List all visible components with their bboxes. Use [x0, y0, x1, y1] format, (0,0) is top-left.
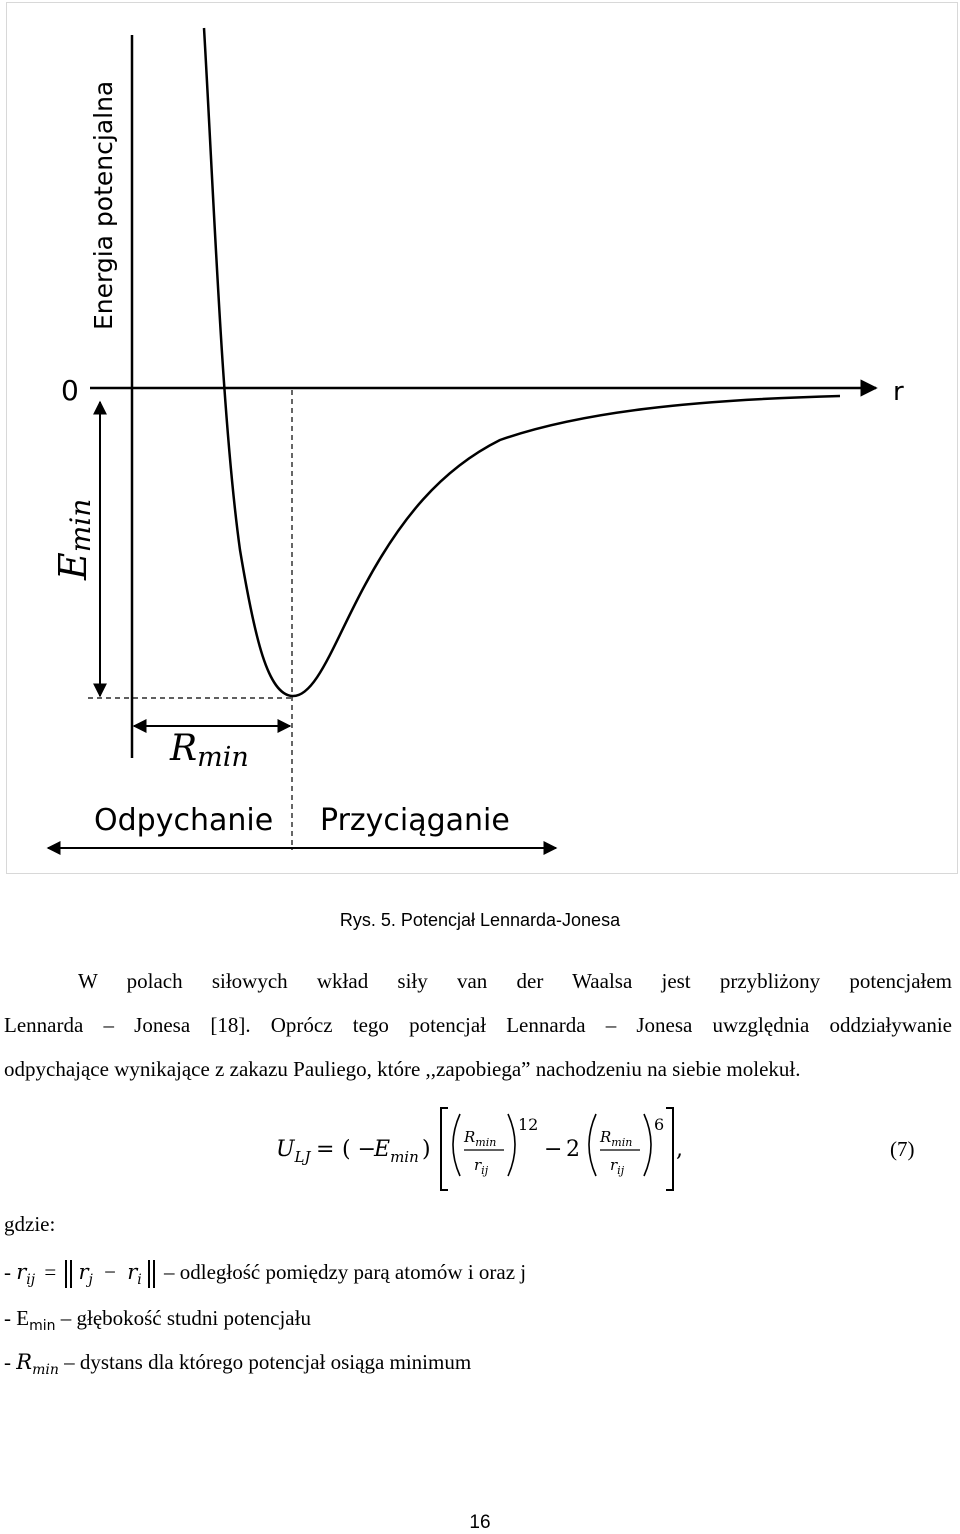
x-axis-label: r — [893, 377, 904, 407]
y-axis-label: Energia potencjalna — [89, 80, 118, 330]
svg-text:rij: $r_{ij}$ — [474, 1156, 489, 1177]
paragraph-line-3: odpychające wynikające z zakazu Pauliego, które ,,zapobiega” nachodzeniu na siebie molekuł. — [4, 1057, 801, 1081]
svg-text:Emin: $E_{min}$ — [374, 1137, 419, 1166]
potential-curve — [204, 28, 840, 696]
svg-text:Emin: Emin — [51, 498, 97, 580]
eq-emin: E — [374, 1137, 391, 1162]
emin-label — [51, 499, 97, 581]
eq-number: (7) — [890, 1137, 915, 1161]
attraction-label: Przyciąganie — [320, 803, 510, 838]
definition-rij: - $r_{ij} = r_j - r_i$ – odległość pomiędzy parą atomów i oraz j — [4, 1260, 527, 1288]
eq-exp12: 12 — [518, 1115, 539, 1134]
eq-neg-open: ( − — [342, 1137, 377, 1162]
eq-comma: , — [676, 1137, 683, 1162]
eq-exp6: 6 — [654, 1115, 665, 1134]
svg-text:Rmin: $R_{min}$ — [600, 1128, 633, 1149]
eq-equals: = — [316, 1137, 335, 1162]
repulsion-label: Odpychanie — [94, 803, 274, 838]
where-label: gdzie: — [4, 1212, 56, 1236]
svg-text:rij: $r_{ij}$ — [610, 1156, 625, 1177]
paragraph-line-1: W polach siłowych wkład siły van der Waalsa jest przybliżony potencjałem — [78, 969, 952, 993]
zero-label: 0 — [61, 374, 79, 407]
rmin-label: Rmin — [170, 728, 249, 773]
definition-emin: - $E_{min}$ – głębokość studni potencjału — [4, 1306, 311, 1334]
eq-coef: 2 — [566, 1137, 580, 1162]
definition-rmin: - $R_{min}$ – dystans dla którego potencjał osiąga minimum — [4, 1350, 472, 1378]
eq-neg-close: ) — [422, 1137, 431, 1162]
svg-text:ULJ: $U_{LJ}$ — [276, 1137, 311, 1166]
paragraph-line-2: Lennarda – Jonesa [18]. Oprócz tego potencjał Lennarda – Jonesa uwzględnia oddziaływanie — [4, 1013, 952, 1037]
figure-caption: Rys. 5. Potencjał Lennarda-Jonesa — [339, 910, 621, 930]
lj-equation — [0, 1100, 960, 1195]
eq-lhs: U — [276, 1137, 295, 1162]
svg-text:Rmin: $R_{min}$ — [464, 1128, 497, 1149]
page-number: 16 — [469, 1512, 491, 1533]
eq-minus: − — [544, 1137, 563, 1162]
